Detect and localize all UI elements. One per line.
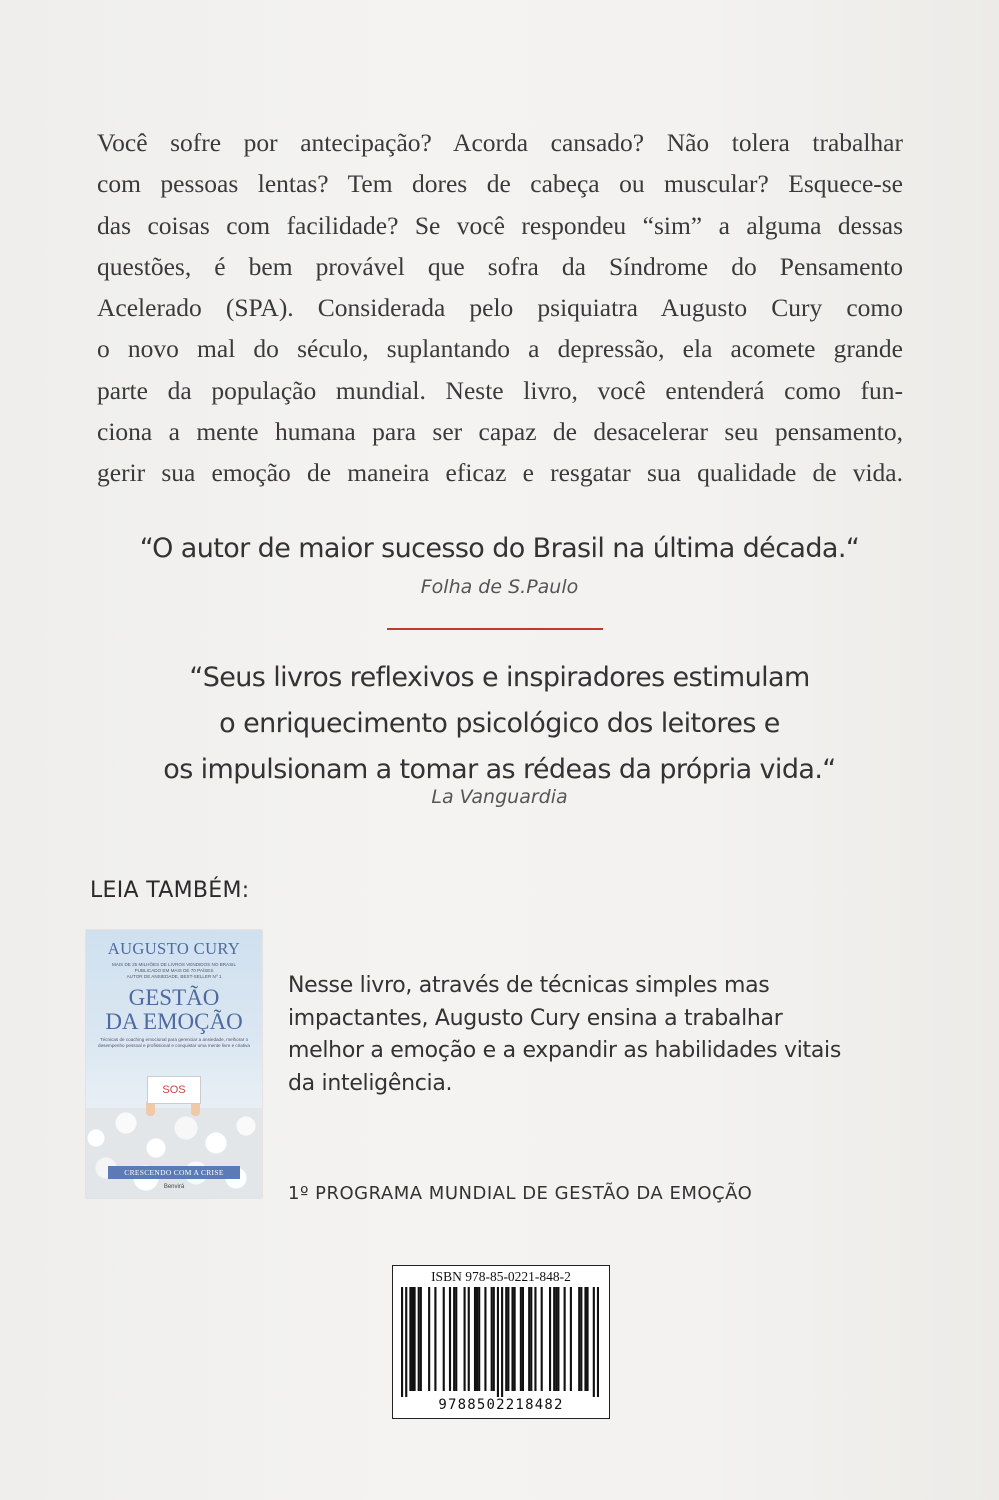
isbn-label: ISBN 978-85-0221-848-2 — [431, 1269, 571, 1284]
isbn-barcode — [392, 1265, 610, 1419]
barcode-bar — [493, 1287, 495, 1391]
barcode-bar — [597, 1287, 599, 1397]
barcode-bar — [549, 1287, 551, 1391]
quote-line: o enriquecimento psicológico dos leitores e — [219, 708, 780, 739]
blurb-line: questões, é bem provável que sofra da Síndrome do Pensamento — [97, 251, 903, 281]
barcode-bar — [578, 1287, 580, 1391]
barcode-bar — [491, 1287, 493, 1391]
barcode-bar — [476, 1287, 478, 1391]
barcode-bar — [530, 1287, 532, 1391]
barcode-bar — [580, 1287, 582, 1391]
related-book-description — [288, 970, 888, 1100]
program-tagline: 1º PROGRAMA MUNDIAL DE GESTÃO DA EMOÇÃO — [288, 1183, 753, 1204]
barcode-bar — [557, 1287, 559, 1391]
barcode-bar — [464, 1287, 466, 1391]
barcode-bar — [564, 1287, 566, 1391]
barcode-bar — [478, 1287, 480, 1391]
barcode-bar — [420, 1287, 422, 1391]
cover-credit-line: AUTOR DE ANSIEDADE, BEST-SELLER Nº 1 — [126, 974, 222, 979]
blurb-line: ciona a mente humana para ser capaz de desacelerar seu pensamento, — [97, 417, 903, 447]
barcode-bar — [534, 1287, 536, 1391]
barcode-bar — [428, 1287, 430, 1391]
barcode-bar — [501, 1287, 503, 1397]
cover-title — [86, 986, 262, 1034]
description-line: da inteligência. — [288, 1070, 453, 1096]
description-line: Nesse livro, através de técnicas simples mas — [288, 973, 770, 998]
cover-credit-line: PUBLICADO EM MAIS DE 70 PAÍSES — [134, 968, 214, 973]
cover-publisher: Benvirá — [163, 1184, 185, 1190]
cover-author: AUGUSTO CURY — [107, 939, 241, 958]
barcode-bar — [511, 1287, 513, 1391]
barcode-bar — [593, 1287, 595, 1397]
quote-line: os impulsionam a tomar as rédeas da própria vida.“ — [163, 754, 836, 785]
cover-credit-line: MAIS DE 25 MILHÕES DE LIVROS VENDIDOS NO BRASIL — [111, 962, 237, 967]
blurb-line: parte da população mundial. Neste livro, você entenderá como fun- — [97, 375, 903, 405]
barcode-bar — [474, 1287, 476, 1391]
barcode-bar — [514, 1287, 516, 1391]
also-read-heading: LEIA TAMBÉM: — [90, 878, 250, 903]
barcode-bars — [401, 1287, 599, 1397]
barcode-bar — [541, 1287, 543, 1391]
barcode-bar — [455, 1287, 457, 1391]
barcode-bar — [522, 1287, 524, 1391]
barcode-bar — [584, 1287, 586, 1391]
description-line: melhor a emoção e a expandir as habilidades vitais — [288, 1038, 842, 1063]
barcode-bar — [468, 1287, 470, 1391]
blurb-paragraph — [97, 122, 903, 494]
blurb-line: gerir sua emoção de maneira eficaz e resgatar sua qualidade de vida. — [97, 458, 903, 488]
red-divider — [387, 628, 603, 630]
barcode-bar — [484, 1287, 486, 1391]
press-quote-1-source: Folha de S.Paulo — [420, 576, 579, 598]
cover-title-line: DA EMOÇÃO — [105, 1009, 243, 1034]
barcode-bar — [401, 1287, 403, 1397]
barcode-bar — [553, 1287, 555, 1391]
barcode-bar — [405, 1287, 407, 1397]
blurb-line: Acelerado (SPA). Considerada pelo psiquiatra Augusto Cury como — [97, 293, 903, 323]
barcode-bar — [443, 1287, 445, 1391]
quote-line: “Seus livros reflexivos e inspiradores estimulam — [189, 662, 810, 693]
barcode-bar — [505, 1287, 507, 1391]
blurb-line: das coisas com facilidade? Se você respondeu “sim” a alguma dessas — [97, 210, 903, 240]
barcode-bar — [414, 1287, 416, 1391]
related-book-cover — [86, 930, 262, 1198]
blurb-line: Você sofre por antecipação? Acorda cansado? Não tolera trabalhar — [97, 128, 903, 157]
cover-band: CRESCENDO COM A CRISE — [108, 1166, 240, 1179]
barcode-bar — [520, 1287, 522, 1391]
barcode-bar — [507, 1287, 509, 1391]
barcode-bar — [586, 1287, 588, 1391]
barcode-bar — [497, 1287, 499, 1397]
description-line: impactantes, Augusto Cury ensina a trabalhar — [288, 1005, 783, 1031]
press-quote-2 — [0, 655, 999, 793]
press-quote-1: “O autor de maior sucesso do Brasil na última década.“ — [139, 533, 860, 564]
barcode-digits: 9788502218482 — [438, 1397, 564, 1413]
cover-tagline: Técnicas de coaching emocional para gerenciar a ansiedade, melhorar o desempenho pessoal e profissional e conquistar uma mente livre e criativa — [98, 1037, 250, 1048]
barcode-bar — [411, 1287, 413, 1391]
blurb-line: com pessoas lentas? Tem dores de cabeça ou muscular? Esquece-se — [97, 169, 903, 199]
cover-credits — [92, 962, 256, 980]
barcode-bar — [555, 1287, 557, 1391]
blurb-line: o novo mal do século, suplantando a depressão, ela acomete grande — [97, 334, 903, 364]
sos-sign: SOS — [147, 1076, 201, 1104]
barcode-bar — [434, 1287, 436, 1391]
cover-title-line: GESTÃO — [128, 985, 220, 1010]
press-quote-2-source: La Vanguardia — [431, 786, 568, 808]
barcode-bar — [418, 1287, 420, 1391]
barcode-bar — [570, 1287, 572, 1391]
barcode-bar — [409, 1287, 411, 1391]
barcode-bar — [528, 1287, 530, 1391]
barcode-bar — [449, 1287, 451, 1391]
barcode-bar — [453, 1287, 455, 1391]
